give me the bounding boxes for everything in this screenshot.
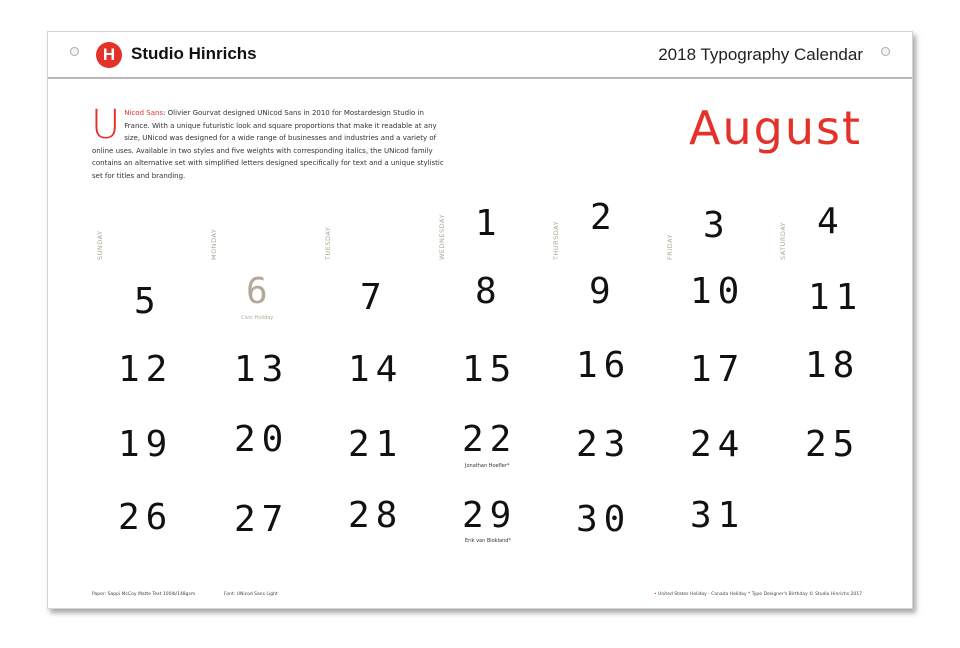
day-1: 1: [475, 203, 503, 244]
day-15: 15: [462, 349, 518, 390]
day-14: 14: [348, 349, 404, 390]
civic-holiday-note: Civic Holiday: [241, 315, 274, 321]
footer-font: Font: UNicod Sans Light: [224, 592, 278, 597]
day-19: 19: [118, 424, 174, 465]
font-name: Nicod Sans: [124, 109, 164, 117]
footer-legend-text: United States Holiday · Canada Holiday * Type Designer's Birthday © Studio Hinrichs 2017: [658, 592, 862, 597]
day-11: 11: [808, 277, 864, 318]
weekday-wednesday: WEDNESDAY: [438, 214, 446, 260]
day-30: 30: [576, 499, 632, 540]
day-25: 25: [805, 424, 861, 465]
day-9: 9: [589, 271, 617, 312]
day-7: 7: [360, 277, 388, 318]
day-31: 31: [690, 495, 746, 536]
day-2: 2: [590, 197, 618, 238]
designer-birthday-note: Erik van Blokland*: [465, 538, 511, 544]
binding-hole-left: [70, 47, 79, 56]
day-13: 13: [234, 349, 290, 390]
calendar-header: [48, 32, 912, 79]
studio-logo-icon: H: [96, 42, 122, 68]
day-18: 18: [805, 345, 861, 386]
day-4: 4: [817, 201, 845, 242]
day-29: 29: [462, 495, 518, 536]
calendar-sheet: [47, 31, 913, 609]
day-24: 24: [690, 424, 746, 465]
day-5: 5: [134, 281, 162, 322]
day-20: 20: [234, 419, 290, 460]
calendar-title: 2018 Typography Calendar: [658, 45, 863, 64]
footer-legend: [654, 592, 862, 597]
day-26: 26: [118, 497, 174, 538]
us-holiday-dot-icon: •: [653, 592, 657, 597]
weekday-saturday: SATURDAY: [779, 221, 787, 260]
brand-name: Studio Hinrichs: [131, 44, 257, 63]
footer-paper: Paper: Sappi McCoy Matte Text 100lb/148gsm: [92, 592, 196, 597]
binding-hole-right: [881, 47, 890, 56]
weekday-tuesday: TUESDAY: [324, 226, 332, 260]
day-6: 6: [246, 271, 274, 312]
day-3: 3: [703, 205, 731, 246]
day-23: 23: [576, 424, 632, 465]
weekday-friday: FRIDAY: [666, 234, 674, 260]
day-27: 27: [234, 499, 290, 540]
weekday-monday: MONDAY: [210, 228, 218, 260]
day-16: 16: [576, 345, 632, 386]
weekday-sunday: SUNDAY: [96, 230, 104, 260]
day-17: 17: [690, 349, 746, 390]
day-10: 10: [690, 271, 746, 312]
weekday-thursday: THURSDAY: [552, 220, 560, 260]
day-12: 12: [118, 349, 174, 390]
day-21: 21: [348, 424, 404, 465]
font-description: [91, 102, 444, 183]
designer-birthday-note: Jonathan Hoefler*: [465, 463, 510, 469]
day-22: 22: [462, 419, 518, 460]
drop-cap: U: [91, 102, 121, 148]
font-description-text: : Olivier Gourvat designed UNicod Sans in 2010 for Mostardesign Studio in France. With a unique futuristic look and square proportions that make it readable at any size, UNicod was designed for a wide range of businesses and industries and a variety of online uses. Available in two styles and five weights with corresponding italics, the UNicod family contains an alternative set with simplified letters designed specifically for text and a unique stylistic set for titles and branding.: [92, 109, 444, 180]
day-8: 8: [475, 271, 503, 312]
day-28: 28: [348, 495, 404, 536]
month-title: August: [689, 101, 862, 155]
